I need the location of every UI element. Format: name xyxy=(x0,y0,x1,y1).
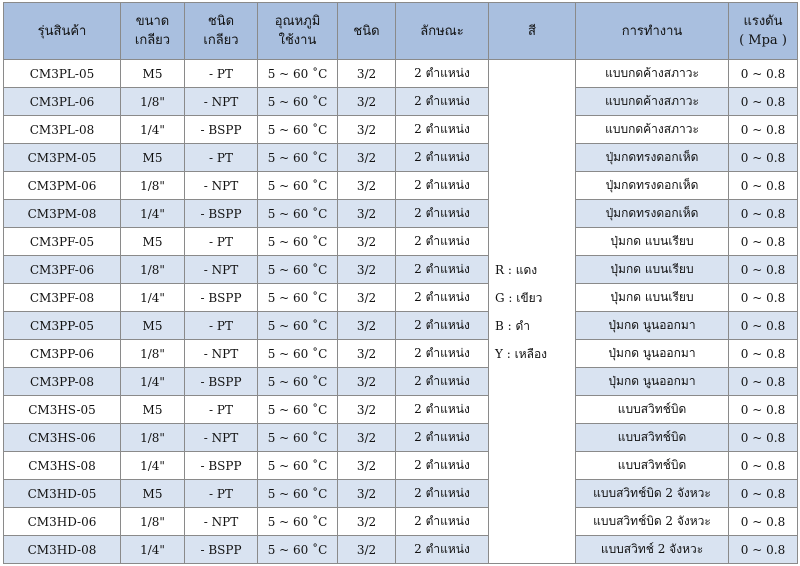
model-cell: CM3PL-05 xyxy=(4,60,121,88)
header-operation xyxy=(576,3,729,60)
header-color xyxy=(489,3,576,60)
thread-type-cell: - NPT xyxy=(185,508,258,536)
pressure-cell: 0 ~ 0.8 xyxy=(729,424,798,452)
feature-cell: 2 ตำแหน่ง xyxy=(396,200,489,228)
pressure-cell: 0 ~ 0.8 xyxy=(729,368,798,396)
feature-cell: 2 ตำแหน่ง xyxy=(396,172,489,200)
table-row xyxy=(4,368,798,396)
thread-type-cell: - NPT xyxy=(185,88,258,116)
thread-type-cell: - PT xyxy=(185,396,258,424)
thread-size-cell: M5 xyxy=(121,228,185,256)
feature-cell: 2 ตำแหน่ง xyxy=(396,60,489,88)
thread-size-cell: 1/4" xyxy=(121,536,185,564)
thread-type-cell: - BSPP xyxy=(185,452,258,480)
feature-cell: 2 ตำแหน่ง xyxy=(396,480,489,508)
type-cell: 3/2 xyxy=(338,228,396,256)
header-model-label: รุ่นสินค้า xyxy=(37,23,87,39)
feature-cell: 2 ตำแหน่ง xyxy=(396,452,489,480)
operation-cell: ปุ่มกด นูนออกมา xyxy=(576,368,729,396)
pressure-cell: 0 ~ 0.8 xyxy=(729,88,798,116)
thread-size-cell: 1/8" xyxy=(121,424,185,452)
thread-type-cell: - NPT xyxy=(185,424,258,452)
type-cell: 3/2 xyxy=(338,452,396,480)
pressure-cell: 0 ~ 0.8 xyxy=(729,312,798,340)
thread-type-cell: - NPT xyxy=(185,172,258,200)
type-cell: 3/2 xyxy=(338,312,396,340)
operation-cell: ปุ่มกดทรงดอกเห็ด xyxy=(576,144,729,172)
thread-size-cell: 1/8" xyxy=(121,508,185,536)
type-cell: 3/2 xyxy=(338,536,396,564)
table-body xyxy=(4,60,798,564)
model-cell: CM3PM-05 xyxy=(4,144,121,172)
type-cell: 3/2 xyxy=(338,88,396,116)
thread-type-cell: - BSPP xyxy=(185,116,258,144)
model-cell: CM3HD-05 xyxy=(4,480,121,508)
type-cell: 3/2 xyxy=(338,116,396,144)
feature-cell: 2 ตำแหน่ง xyxy=(396,396,489,424)
table-row xyxy=(4,60,798,88)
thread-size-cell: 1/4" xyxy=(121,368,185,396)
model-cell: CM3HS-08 xyxy=(4,452,121,480)
thread-type-cell: - BSPP xyxy=(185,200,258,228)
operation-cell: แบบสวิทช์บิด xyxy=(576,424,729,452)
header-temperature-line2: ใช้งาน xyxy=(278,33,317,48)
thread-size-cell: M5 xyxy=(121,396,185,424)
pressure-cell: 0 ~ 0.8 xyxy=(729,144,798,172)
pressure-cell: 0 ~ 0.8 xyxy=(729,284,798,312)
product-spec-table xyxy=(3,2,798,564)
table-row xyxy=(4,172,798,200)
table-row xyxy=(4,452,798,480)
header-thread-type-line1: ชนิด xyxy=(207,14,235,29)
operation-cell: ปุ่มกด แบนเรียบ xyxy=(576,256,729,284)
color-option: B : ดำ xyxy=(495,318,531,333)
thread-size-cell: 1/4" xyxy=(121,200,185,228)
type-cell: 3/2 xyxy=(338,480,396,508)
pressure-cell: 0 ~ 0.8 xyxy=(729,60,798,88)
color-legend-cell xyxy=(489,60,576,564)
table-row xyxy=(4,88,798,116)
temperature-cell: 5 ~ 60 ˚C xyxy=(258,60,338,88)
table-row xyxy=(4,536,798,564)
thread-size-cell: 1/8" xyxy=(121,88,185,116)
thread-size-cell: M5 xyxy=(121,312,185,340)
thread-type-cell: - BSPP xyxy=(185,284,258,312)
thread-size-cell: M5 xyxy=(121,144,185,172)
table-header xyxy=(4,3,798,60)
header-operation-label: การทำงาน xyxy=(621,23,683,39)
temperature-cell: 5 ~ 60 ˚C xyxy=(258,144,338,172)
color-option: Y : เหลือง xyxy=(495,346,548,361)
thread-size-cell: 1/8" xyxy=(121,256,185,284)
temperature-cell: 5 ~ 60 ˚C xyxy=(258,480,338,508)
pressure-cell: 0 ~ 0.8 xyxy=(729,172,798,200)
type-cell: 3/2 xyxy=(338,256,396,284)
model-cell: CM3PM-08 xyxy=(4,200,121,228)
type-cell: 3/2 xyxy=(338,172,396,200)
operation-cell: แบบสวิทช์บิด xyxy=(576,452,729,480)
model-cell: CM3PP-08 xyxy=(4,368,121,396)
operation-cell: แบบสวิทช์ 2 จังหวะ xyxy=(576,536,729,564)
spec-table-container xyxy=(3,2,798,564)
header-temperature xyxy=(258,3,338,60)
temperature-cell: 5 ~ 60 ˚C xyxy=(258,536,338,564)
model-cell: CM3PP-06 xyxy=(4,340,121,368)
type-cell: 3/2 xyxy=(338,508,396,536)
pressure-cell: 0 ~ 0.8 xyxy=(729,340,798,368)
pressure-cell: 0 ~ 0.8 xyxy=(729,480,798,508)
table-row xyxy=(4,312,798,340)
model-cell: CM3PM-06 xyxy=(4,172,121,200)
temperature-cell: 5 ~ 60 ˚C xyxy=(258,368,338,396)
feature-cell: 2 ตำแหน่ง xyxy=(396,368,489,396)
model-cell: CM3HD-08 xyxy=(4,536,121,564)
pressure-cell: 0 ~ 0.8 xyxy=(729,508,798,536)
type-cell: 3/2 xyxy=(338,200,396,228)
thread-size-cell: 1/4" xyxy=(121,452,185,480)
model-cell: CM3HS-05 xyxy=(4,396,121,424)
pressure-cell: 0 ~ 0.8 xyxy=(729,200,798,228)
header-pressure xyxy=(729,3,798,60)
temperature-cell: 5 ~ 60 ˚C xyxy=(258,424,338,452)
header-thread-size-line2: เกลียว xyxy=(134,33,171,48)
temperature-cell: 5 ~ 60 ˚C xyxy=(258,312,338,340)
thread-size-cell: 1/4" xyxy=(121,116,185,144)
thread-type-cell: - PT xyxy=(185,144,258,172)
model-cell: CM3PF-05 xyxy=(4,228,121,256)
header-color-label: สี xyxy=(528,23,536,39)
model-cell: CM3HS-06 xyxy=(4,424,121,452)
feature-cell: 2 ตำแหน่ง xyxy=(396,340,489,368)
pressure-cell: 0 ~ 0.8 xyxy=(729,116,798,144)
operation-cell: แบบสวิทช์บิด 2 จังหวะ xyxy=(576,480,729,508)
feature-cell: 2 ตำแหน่ง xyxy=(396,508,489,536)
color-option: R : แดง xyxy=(495,262,538,277)
temperature-cell: 5 ~ 60 ˚C xyxy=(258,508,338,536)
feature-cell: 2 ตำแหน่ง xyxy=(396,424,489,452)
thread-type-cell: - PT xyxy=(185,480,258,508)
temperature-cell: 5 ~ 60 ˚C xyxy=(258,88,338,116)
model-cell: CM3PL-08 xyxy=(4,116,121,144)
pressure-cell: 0 ~ 0.8 xyxy=(729,452,798,480)
model-cell: CM3HD-06 xyxy=(4,508,121,536)
table-row xyxy=(4,396,798,424)
operation-cell: แบบกดค้างสภาวะ xyxy=(576,116,729,144)
model-cell: CM3PF-08 xyxy=(4,284,121,312)
header-thread-size-line1: ขนาด xyxy=(135,14,170,29)
table-row xyxy=(4,144,798,172)
pressure-cell: 0 ~ 0.8 xyxy=(729,256,798,284)
type-cell: 3/2 xyxy=(338,368,396,396)
operation-cell: แบบกดค้างสภาวะ xyxy=(576,88,729,116)
header-type xyxy=(338,3,396,60)
header-temperature-line1: อุณหภูมิ xyxy=(274,14,321,29)
thread-type-cell: - PT xyxy=(185,312,258,340)
thread-type-cell: - BSPP xyxy=(185,368,258,396)
header-feature-label: ลักษณะ xyxy=(420,23,464,39)
header-pressure-line2: ( Mpa ) xyxy=(739,33,787,48)
feature-cell: 2 ตำแหน่ง xyxy=(396,228,489,256)
model-cell: CM3PL-06 xyxy=(4,88,121,116)
type-cell: 3/2 xyxy=(338,396,396,424)
operation-cell: แบบสวิทช์บิด 2 จังหวะ xyxy=(576,508,729,536)
feature-cell: 2 ตำแหน่ง xyxy=(396,284,489,312)
thread-type-cell: - NPT xyxy=(185,340,258,368)
temperature-cell: 5 ~ 60 ˚C xyxy=(258,340,338,368)
table-row xyxy=(4,200,798,228)
table-row xyxy=(4,480,798,508)
temperature-cell: 5 ~ 60 ˚C xyxy=(258,200,338,228)
thread-size-cell: 1/8" xyxy=(121,172,185,200)
thread-type-cell: - BSPP xyxy=(185,536,258,564)
temperature-cell: 5 ~ 60 ˚C xyxy=(258,256,338,284)
thread-size-cell: M5 xyxy=(121,60,185,88)
thread-type-cell: - PT xyxy=(185,228,258,256)
table-row xyxy=(4,424,798,452)
feature-cell: 2 ตำแหน่ง xyxy=(396,536,489,564)
table-row xyxy=(4,256,798,284)
table-row xyxy=(4,116,798,144)
temperature-cell: 5 ~ 60 ˚C xyxy=(258,452,338,480)
pressure-cell: 0 ~ 0.8 xyxy=(729,536,798,564)
temperature-cell: 5 ~ 60 ˚C xyxy=(258,116,338,144)
temperature-cell: 5 ~ 60 ˚C xyxy=(258,284,338,312)
table-row xyxy=(4,228,798,256)
feature-cell: 2 ตำแหน่ง xyxy=(396,88,489,116)
operation-cell: ปุ่มกดทรงดอกเห็ด xyxy=(576,200,729,228)
header-thread-size xyxy=(121,3,185,60)
operation-cell: ปุ่มกด แบนเรียบ xyxy=(576,284,729,312)
type-cell: 3/2 xyxy=(338,144,396,172)
header-model xyxy=(4,3,121,60)
feature-cell: 2 ตำแหน่ง xyxy=(396,312,489,340)
feature-cell: 2 ตำแหน่ง xyxy=(396,144,489,172)
type-cell: 3/2 xyxy=(338,284,396,312)
thread-size-cell: M5 xyxy=(121,480,185,508)
thread-type-cell: - NPT xyxy=(185,256,258,284)
thread-size-cell: 1/4" xyxy=(121,284,185,312)
header-thread-type-line2: เกลียว xyxy=(203,33,239,48)
header-feature xyxy=(396,3,489,60)
header-row xyxy=(4,3,798,60)
feature-cell: 2 ตำแหน่ง xyxy=(396,256,489,284)
table-row xyxy=(4,508,798,536)
operation-cell: ปุ่มกด นูนออกมา xyxy=(576,312,729,340)
header-thread-type xyxy=(185,3,258,60)
temperature-cell: 5 ~ 60 ˚C xyxy=(258,172,338,200)
operation-cell: แบบสวิทช์บิด xyxy=(576,396,729,424)
temperature-cell: 5 ~ 60 ˚C xyxy=(258,396,338,424)
type-cell: 3/2 xyxy=(338,424,396,452)
thread-type-cell: - PT xyxy=(185,60,258,88)
thread-size-cell: 1/8" xyxy=(121,340,185,368)
operation-cell: ปุ่มกดทรงดอกเห็ด xyxy=(576,172,729,200)
header-pressure-line1: แรงดัน xyxy=(743,14,783,29)
type-cell: 3/2 xyxy=(338,60,396,88)
pressure-cell: 0 ~ 0.8 xyxy=(729,396,798,424)
color-option: G : เขียว xyxy=(495,290,543,305)
header-type-label: ชนิด xyxy=(353,23,380,39)
temperature-cell: 5 ~ 60 ˚C xyxy=(258,228,338,256)
model-cell: CM3PP-05 xyxy=(4,312,121,340)
table-row xyxy=(4,340,798,368)
operation-cell: ปุ่มกด แบนเรียบ xyxy=(576,228,729,256)
type-cell: 3/2 xyxy=(338,340,396,368)
pressure-cell: 0 ~ 0.8 xyxy=(729,228,798,256)
feature-cell: 2 ตำแหน่ง xyxy=(396,116,489,144)
operation-cell: แบบกดค้างสภาวะ xyxy=(576,60,729,88)
table-row xyxy=(4,284,798,312)
operation-cell: ปุ่มกด นูนออกมา xyxy=(576,340,729,368)
model-cell: CM3PF-06 xyxy=(4,256,121,284)
